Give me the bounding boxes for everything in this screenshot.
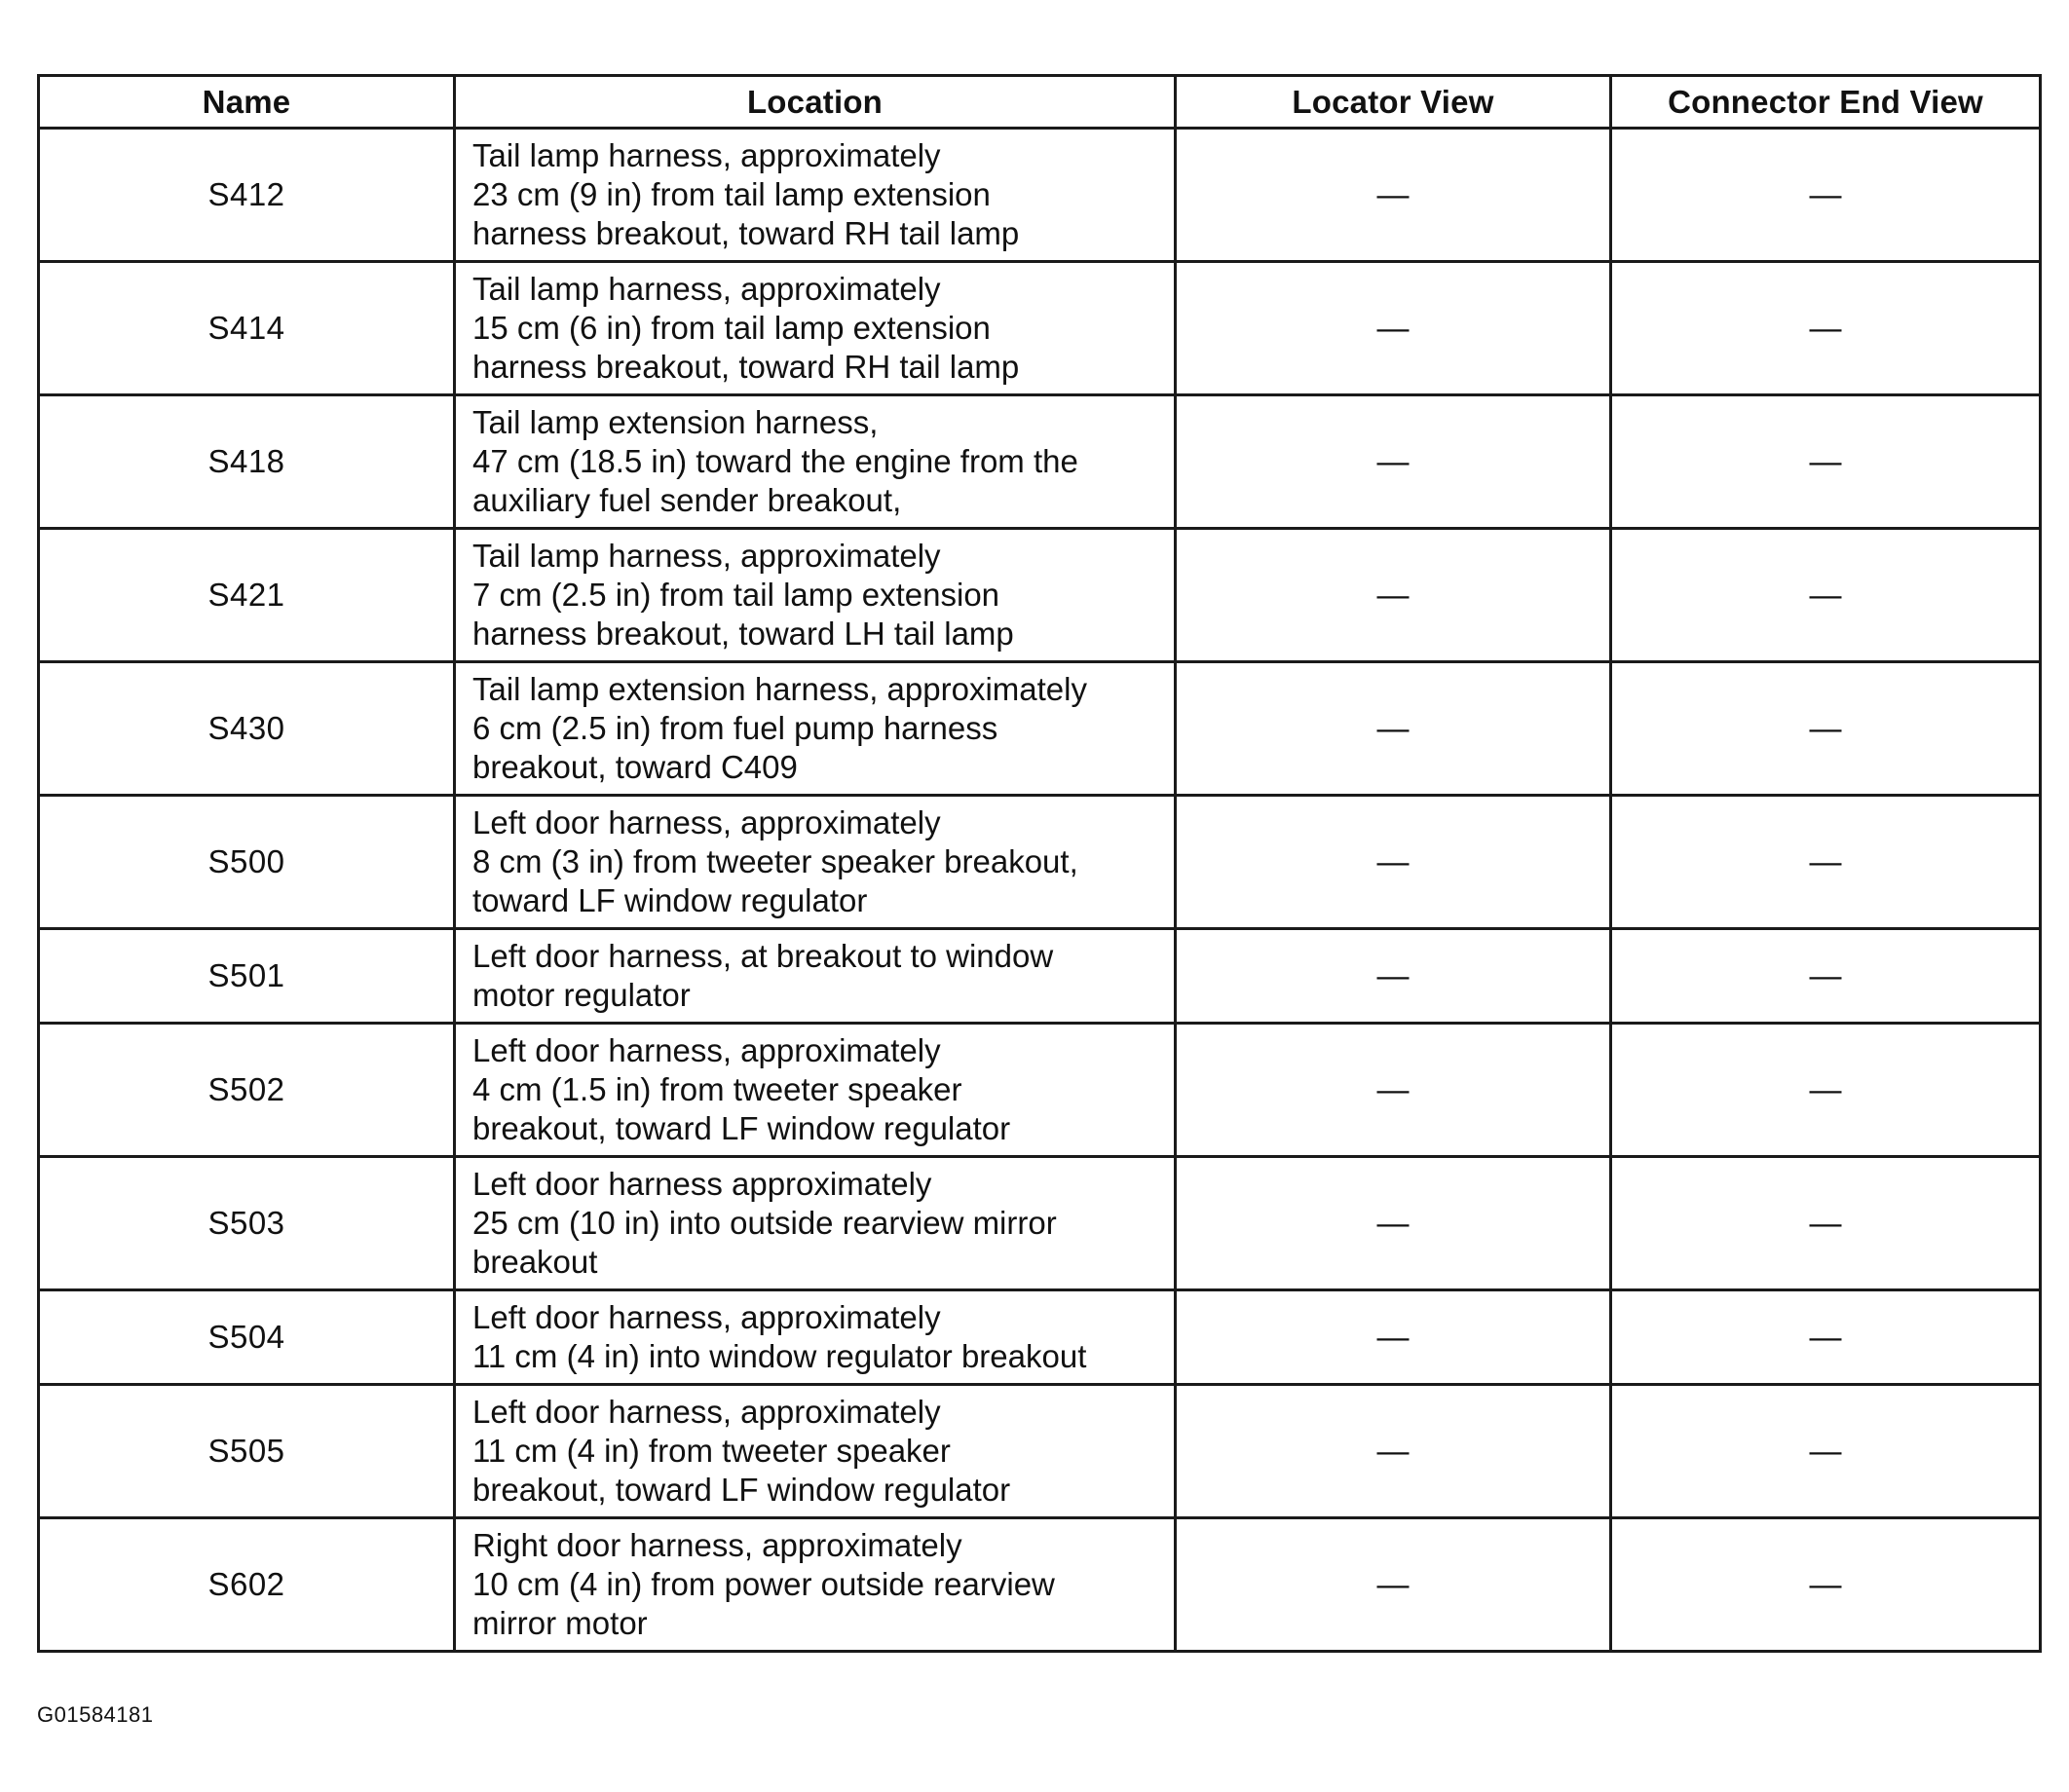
table-row bbox=[39, 1518, 2041, 1652]
connector-end-view-cell: — bbox=[1611, 1024, 2041, 1157]
header-name: Name bbox=[39, 76, 455, 129]
locator-view-cell: — bbox=[1176, 662, 1611, 796]
splice-name-cell: S602 bbox=[39, 1518, 455, 1652]
location-line: 25 cm (10 in) into outside rearview mirror bbox=[472, 1205, 1057, 1241]
location-line: Left door harness, approximately bbox=[472, 1032, 941, 1068]
table-row bbox=[39, 129, 2041, 262]
location-cell bbox=[455, 1290, 1176, 1385]
table-row bbox=[39, 1157, 2041, 1290]
connector-end-view-cell: — bbox=[1611, 929, 2041, 1024]
location-line: Left door harness approximately bbox=[472, 1166, 932, 1202]
splice-name-cell: S501 bbox=[39, 929, 455, 1024]
table-row bbox=[39, 395, 2041, 529]
locator-view-cell: — bbox=[1176, 929, 1611, 1024]
table-row bbox=[39, 929, 2041, 1024]
location-line: Tail lamp extension harness, approximately bbox=[472, 671, 1087, 707]
table-row bbox=[39, 1385, 2041, 1518]
splice-name-cell: S412 bbox=[39, 129, 455, 262]
locator-view-cell: — bbox=[1176, 129, 1611, 262]
locator-view-cell: — bbox=[1176, 1518, 1611, 1652]
locator-view-cell: — bbox=[1176, 1157, 1611, 1290]
location-line: Left door harness, approximately bbox=[472, 1299, 941, 1335]
location-line: 10 cm (4 in) from power outside rearview bbox=[472, 1566, 1055, 1602]
location-line: Left door harness, approximately bbox=[472, 804, 941, 840]
location-line: Tail lamp extension harness, bbox=[472, 404, 879, 440]
figure-id: G01584181 bbox=[37, 1702, 154, 1727]
header-locator-view: Locator View bbox=[1176, 76, 1611, 129]
location-cell bbox=[455, 1024, 1176, 1157]
location-line: 11 cm (4 in) from tweeter speaker bbox=[472, 1433, 951, 1469]
location-line: Tail lamp harness, approximately bbox=[472, 137, 941, 173]
locator-view-cell: — bbox=[1176, 796, 1611, 929]
table-row bbox=[39, 529, 2041, 662]
location-line: Left door harness, approximately bbox=[472, 1394, 941, 1430]
location-line: harness breakout, toward LH tail lamp bbox=[472, 616, 1014, 652]
location-line: 6 cm (2.5 in) from fuel pump harness bbox=[472, 710, 998, 746]
location-cell bbox=[455, 662, 1176, 796]
locator-view-cell: — bbox=[1176, 1385, 1611, 1518]
locator-view-cell: — bbox=[1176, 1024, 1611, 1157]
splice-name-cell: S502 bbox=[39, 1024, 455, 1157]
splice-name-cell: S505 bbox=[39, 1385, 455, 1518]
location-line: 15 cm (6 in) from tail lamp extension bbox=[472, 310, 991, 346]
splice-location-table bbox=[37, 74, 2042, 1653]
splice-name-cell: S414 bbox=[39, 262, 455, 395]
locator-view-cell: — bbox=[1176, 529, 1611, 662]
location-line: 11 cm (4 in) into window regulator breakout bbox=[472, 1338, 1087, 1374]
location-line: Right door harness, approximately bbox=[472, 1527, 962, 1563]
connector-end-view-cell: — bbox=[1611, 1290, 2041, 1385]
splice-name-cell: S430 bbox=[39, 662, 455, 796]
location-cell bbox=[455, 796, 1176, 929]
connector-end-view-cell: — bbox=[1611, 529, 2041, 662]
splice-name-cell: S504 bbox=[39, 1290, 455, 1385]
connector-end-view-cell: — bbox=[1611, 1518, 2041, 1652]
location-line: Tail lamp harness, approximately bbox=[472, 271, 941, 307]
location-line: breakout, toward LF window regulator bbox=[472, 1110, 1011, 1146]
location-line: toward LF window regulator bbox=[472, 882, 868, 918]
table-row bbox=[39, 1024, 2041, 1157]
splice-name-cell: S503 bbox=[39, 1157, 455, 1290]
location-line: motor regulator bbox=[472, 977, 691, 1013]
location-cell bbox=[455, 929, 1176, 1024]
locator-view-cell: — bbox=[1176, 1290, 1611, 1385]
header-connector-end-view: Connector End View bbox=[1611, 76, 2041, 129]
location-line: auxiliary fuel sender breakout, bbox=[472, 482, 902, 518]
connector-end-view-cell: — bbox=[1611, 1385, 2041, 1518]
locator-view-cell: — bbox=[1176, 395, 1611, 529]
location-line: Left door harness, at breakout to window bbox=[472, 938, 1054, 974]
location-cell bbox=[455, 262, 1176, 395]
location-line: breakout, toward LF window regulator bbox=[472, 1472, 1011, 1508]
connector-end-view-cell: — bbox=[1611, 1157, 2041, 1290]
connector-end-view-cell: — bbox=[1611, 395, 2041, 529]
connector-end-view-cell: — bbox=[1611, 796, 2041, 929]
splice-name-cell: S421 bbox=[39, 529, 455, 662]
location-line: breakout, toward C409 bbox=[472, 749, 798, 785]
location-line: 8 cm (3 in) from tweeter speaker breakout, bbox=[472, 843, 1078, 879]
location-line: 23 cm (9 in) from tail lamp extension bbox=[472, 176, 991, 212]
location-line: mirror motor bbox=[472, 1605, 648, 1641]
location-cell bbox=[455, 1385, 1176, 1518]
splice-name-cell: S418 bbox=[39, 395, 455, 529]
locator-view-cell: — bbox=[1176, 262, 1611, 395]
location-line: breakout bbox=[472, 1244, 598, 1280]
table-row bbox=[39, 1290, 2041, 1385]
splice-name-cell: S500 bbox=[39, 796, 455, 929]
table-row bbox=[39, 796, 2041, 929]
location-cell bbox=[455, 1518, 1176, 1652]
header-location: Location bbox=[455, 76, 1176, 129]
location-line: harness breakout, toward RH tail lamp bbox=[472, 349, 1020, 385]
location-cell bbox=[455, 395, 1176, 529]
connector-end-view-cell: — bbox=[1611, 262, 2041, 395]
location-line: Tail lamp harness, approximately bbox=[472, 538, 941, 574]
table-body bbox=[39, 129, 2041, 1652]
connector-end-view-cell: — bbox=[1611, 129, 2041, 262]
table-header-row bbox=[39, 76, 2041, 129]
location-line: 47 cm (18.5 in) toward the engine from the bbox=[472, 443, 1078, 479]
location-line: 7 cm (2.5 in) from tail lamp extension bbox=[472, 577, 1000, 613]
connector-end-view-cell: — bbox=[1611, 662, 2041, 796]
location-line: 4 cm (1.5 in) from tweeter speaker bbox=[472, 1071, 962, 1107]
location-cell bbox=[455, 1157, 1176, 1290]
table-row bbox=[39, 662, 2041, 796]
location-cell bbox=[455, 129, 1176, 262]
location-line: harness breakout, toward RH tail lamp bbox=[472, 215, 1020, 251]
table-row bbox=[39, 262, 2041, 395]
location-cell bbox=[455, 529, 1176, 662]
